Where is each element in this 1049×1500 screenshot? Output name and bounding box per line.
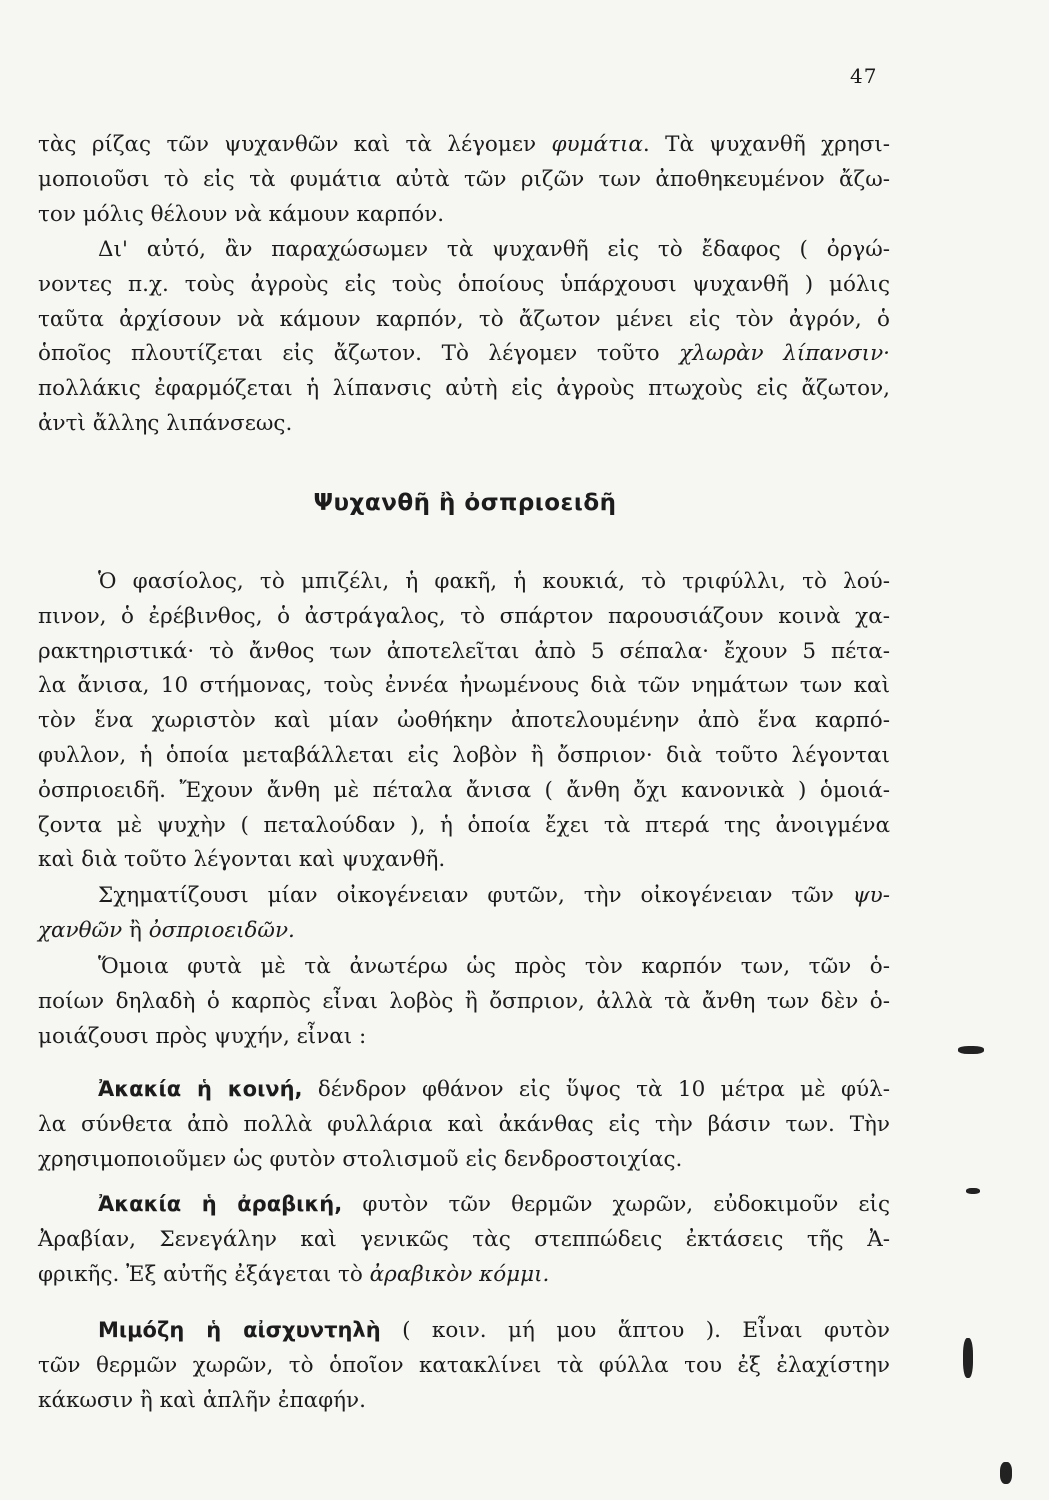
- text-line: Ἀκακία ἡ κοινή, δένδρον φθάνον εἰς ὕψος τὰ 10 μέτρα μὲ φύλ-: [98, 1077, 890, 1102]
- text-line: φυλλον, ἡ ὁποία μεταβάλλεται εἰς λοβὸν ἢ ὄσπριον· διὰ τοῦτο λέγονται: [38, 742, 890, 768]
- text-line: λα ἄνισα, 10 στήμονας, τοὺς ἐννέα ἠνωμένους διὰ τῶν νημάτων των καὶ: [38, 673, 890, 699]
- text-line: ἀντὶ ἄλλης λιπάνσεως.: [38, 410, 293, 436]
- text-line: κάκωσιν ἢ καὶ ἁπλῆν ἐπαφήν.: [38, 1387, 366, 1413]
- ink-smudge: [966, 1188, 980, 1194]
- paragraph-similar-plants: [38, 950, 890, 1054]
- entry-mimosa: [38, 1313, 890, 1418]
- text-line: πινον, ὁ ἐρέβινθος, ὁ ἀστράγαλος, τὸ σπάρτον παρουσιάζουν κοινὰ χα-: [38, 603, 890, 629]
- text-line: καὶ διὰ τοῦτο λέγονται καὶ ψυχανθῆ.: [38, 847, 446, 873]
- entry-acacia-arabic: [38, 1187, 890, 1292]
- ink-smudge: [958, 1046, 984, 1054]
- text-line: Ὅμοια φυτὰ μὲ τὰ ἀνωτέρω ὡς πρὸς τὸν καρπόν των, τῶν ὁ-: [98, 954, 890, 979]
- text-line: Ἀκακία ἡ ἀραβική, φυτὸν τῶν θερμῶν χωρῶν, εὐδοκιμοῦν εἰς: [98, 1192, 890, 1217]
- text-line: ποίων δηλαδὴ ὁ καρπὸς εἶναι λοβὸς ἢ ὄσπριον, ἀλλὰ τὰ ἄνθη των δὲν ὁ-: [38, 988, 890, 1014]
- text-line: πολλάκις ἐφαρμόζεται ἡ λίπανσις αὐτὴ εἰς ἀγροὺς πτωχοὺς εἰς ἄζωτον,: [38, 376, 890, 402]
- entry-term: Μιμόζη ἡ αἰσχυντηλὴ: [98, 1318, 381, 1342]
- ink-smudge: [963, 1338, 973, 1378]
- text-line: μοποιοῦσι τὸ εἰς τὰ φυμάτια αὐτὰ τῶν ριζῶν των ἀποθηκευμένον ἄζω-: [38, 166, 890, 192]
- page-number: 47: [850, 64, 878, 88]
- text-line: ρακτηριστικά· τὸ ἄνθος των ἀποτελεῖται ἀπὸ 5 σέπαλα· ἔχουν 5 πέτα-: [38, 638, 890, 664]
- entry-acacia-common: [38, 1072, 890, 1177]
- text-line: μοιάζουσι πρὸς ψυχήν, εἶναι :: [38, 1023, 367, 1049]
- paragraph-legumes: [38, 565, 890, 878]
- text-line: χρησιμοποιοῦμεν ὡς φυτὸν στολισμοῦ εἰς δενδροστοιχίας.: [38, 1146, 683, 1172]
- entry-term: Ἀκακία ἡ κοινή,: [98, 1077, 303, 1101]
- text-line: τῶν θερμῶν χωρῶν, τὸ ὁποῖον κατακλίνει τὰ φύλλα του ἐξ ἐλαχίστην: [38, 1352, 890, 1378]
- text-line: φρικῆς. Ἐξ αὐτῆς ἐξάγεται τὸ ἀραβικὸν κόμμι.: [38, 1261, 550, 1287]
- text-line: Μιμόζη ἡ αἰσχυντηλὴ ( κοιν. μή μου ἅπτου ). Εἶναι φυτὸν: [98, 1318, 890, 1343]
- section-heading: Ψυχανθῆ ἢ ὀσπριοειδῆ: [313, 490, 617, 516]
- paragraph-family: [38, 879, 890, 949]
- text-line: Ἀραβίαν, Σενεγάλην καὶ γενικῶς τὰς στεππώδεις ἐκτάσεις τῆς Ἀ-: [38, 1226, 890, 1252]
- text-line: ὁποῖος πλουτίζεται εἰς ἄζωτον. Τὸ λέγομεν τοῦτο χλωρὰν λίπανσιν·: [38, 341, 890, 367]
- text-line: ζοντα μὲ ψυχὴν ( πεταλούδαν ), ἡ ὁποία ἔχει τὰ πτερά της ἀνοιγμένα: [38, 812, 890, 838]
- text-line: Ὁ φασίολος, τὸ μπιζέλι, ἡ φακῆ, ἡ κουκιά, τὸ τριφύλλι, τὸ λού-: [98, 569, 890, 594]
- text-line: Δι' αὐτό, ἂν παραχώσωμεν τὰ ψυχανθῆ εἰς τὸ ἔδαφος ( ὀργώ-: [98, 237, 890, 262]
- paragraph-roots: [38, 128, 890, 232]
- text-line: τὸν ἕνα χωριστὸν καὶ μίαν ὠοθήκην ἀποτελουμένην ἀπὸ ἕνα καρπό-: [38, 708, 890, 734]
- text-line: λα σύνθετα ἀπὸ πολλὰ φυλλάρια καὶ ἀκάνθας εἰς τὴν βάσιν των. Τὴν: [38, 1111, 890, 1137]
- entry-term: Ἀκακία ἡ ἀραβική,: [98, 1192, 343, 1216]
- text-line: χανθῶν ἢ ὀσπριοειδῶν.: [38, 917, 295, 943]
- text-line: τὰς ρίζας τῶν ψυχανθῶν καὶ τὰ λέγομεν φυμάτια. Τὰ ψυχανθῆ χρησι-: [38, 132, 890, 157]
- paragraph-green-manure: [38, 233, 890, 442]
- text-line: ὀσπριοειδῆ. Ἔχουν ἄνθη μὲ πέταλα ἄνισα ( ἄνθη ὄχι κανονικὰ ) ὁμοιά-: [38, 777, 890, 803]
- text-line: Σχηματίζουσι μίαν οἰκογένειαν φυτῶν, τὴν οἰκογένειαν τῶν ψυ-: [98, 883, 890, 908]
- text-line: ταῦτα ἀρχίσουν νὰ κάμουν καρπόν, τὸ ἄζωτον μένει εἰς τὸν ἀγρόν, ὁ: [38, 306, 890, 332]
- ink-smudge: [1000, 1462, 1012, 1484]
- text-line: νοντες π.χ. τοὺς ἀγροὺς εἰς τοὺς ὁποίους ὑπάρχουσι ψυχανθῆ ) μόλις: [38, 271, 890, 297]
- text-line: τον μόλις θέλουν νὰ κάμουν καρπόν.: [38, 201, 445, 227]
